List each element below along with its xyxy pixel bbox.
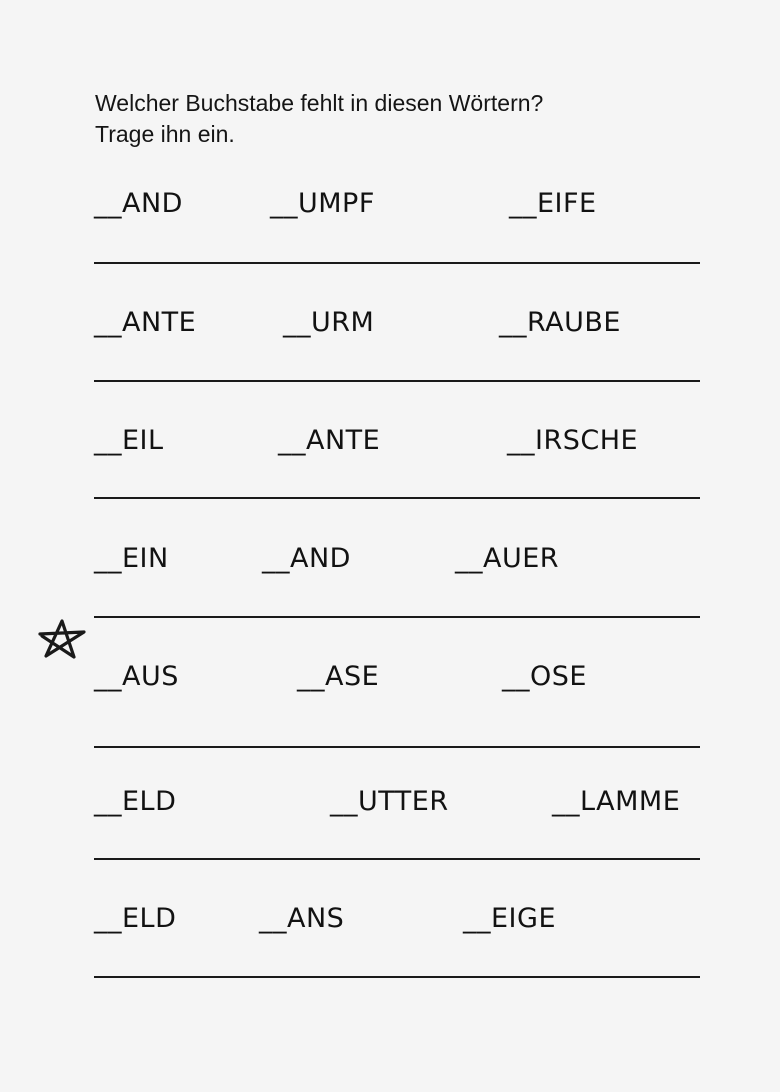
word-r7-c2[interactable]: __ANS	[259, 903, 345, 934]
answer-line-6[interactable]	[94, 858, 700, 860]
word-r5-c3[interactable]: __OSE	[502, 661, 587, 692]
word-r5-c1[interactable]: __AUS	[94, 661, 179, 692]
answer-line-5[interactable]	[94, 746, 700, 748]
word-r6-c2[interactable]: __UTTER	[330, 786, 449, 817]
word-r6-c1[interactable]: __ELD	[94, 786, 177, 817]
answer-line-2[interactable]	[94, 380, 700, 382]
instruction-line-1: Welcher Buchstabe fehlt in diesen Wörtern?	[95, 90, 544, 116]
word-r3-c3[interactable]: __IRSCHE	[507, 425, 639, 456]
word-r2-c1[interactable]: __ANTE	[94, 307, 197, 338]
answer-line-4[interactable]	[94, 616, 700, 618]
instruction-line-2: Trage ihn ein.	[95, 121, 235, 147]
word-r6-c3[interactable]: __LAMME	[552, 786, 681, 817]
word-r3-c2[interactable]: __ANTE	[278, 425, 381, 456]
word-r5-c2[interactable]: __ASE	[297, 661, 380, 692]
answer-line-7[interactable]	[94, 976, 700, 978]
word-r2-c3[interactable]: __RAUBE	[499, 307, 621, 338]
word-r7-c3[interactable]: __EIGE	[463, 903, 557, 934]
word-r1-c3[interactable]: __EIFE	[509, 188, 597, 219]
instruction-text	[95, 88, 543, 150]
word-r3-c1[interactable]: __EIL	[94, 425, 164, 456]
word-r4-c3[interactable]: __AUER	[455, 543, 560, 574]
answer-line-3[interactable]	[94, 497, 700, 499]
word-r4-c2[interactable]: __AND	[262, 543, 351, 574]
word-r4-c1[interactable]: __EIN	[94, 543, 169, 574]
word-r2-c2[interactable]: __URM	[283, 307, 375, 338]
word-r1-c2[interactable]: __UMPF	[270, 188, 375, 219]
word-r1-c1[interactable]: __AND	[94, 188, 183, 219]
answer-line-1[interactable]	[94, 262, 700, 264]
hand-drawn-star-icon	[36, 617, 88, 661]
word-r7-c1[interactable]: __ELD	[94, 903, 177, 934]
